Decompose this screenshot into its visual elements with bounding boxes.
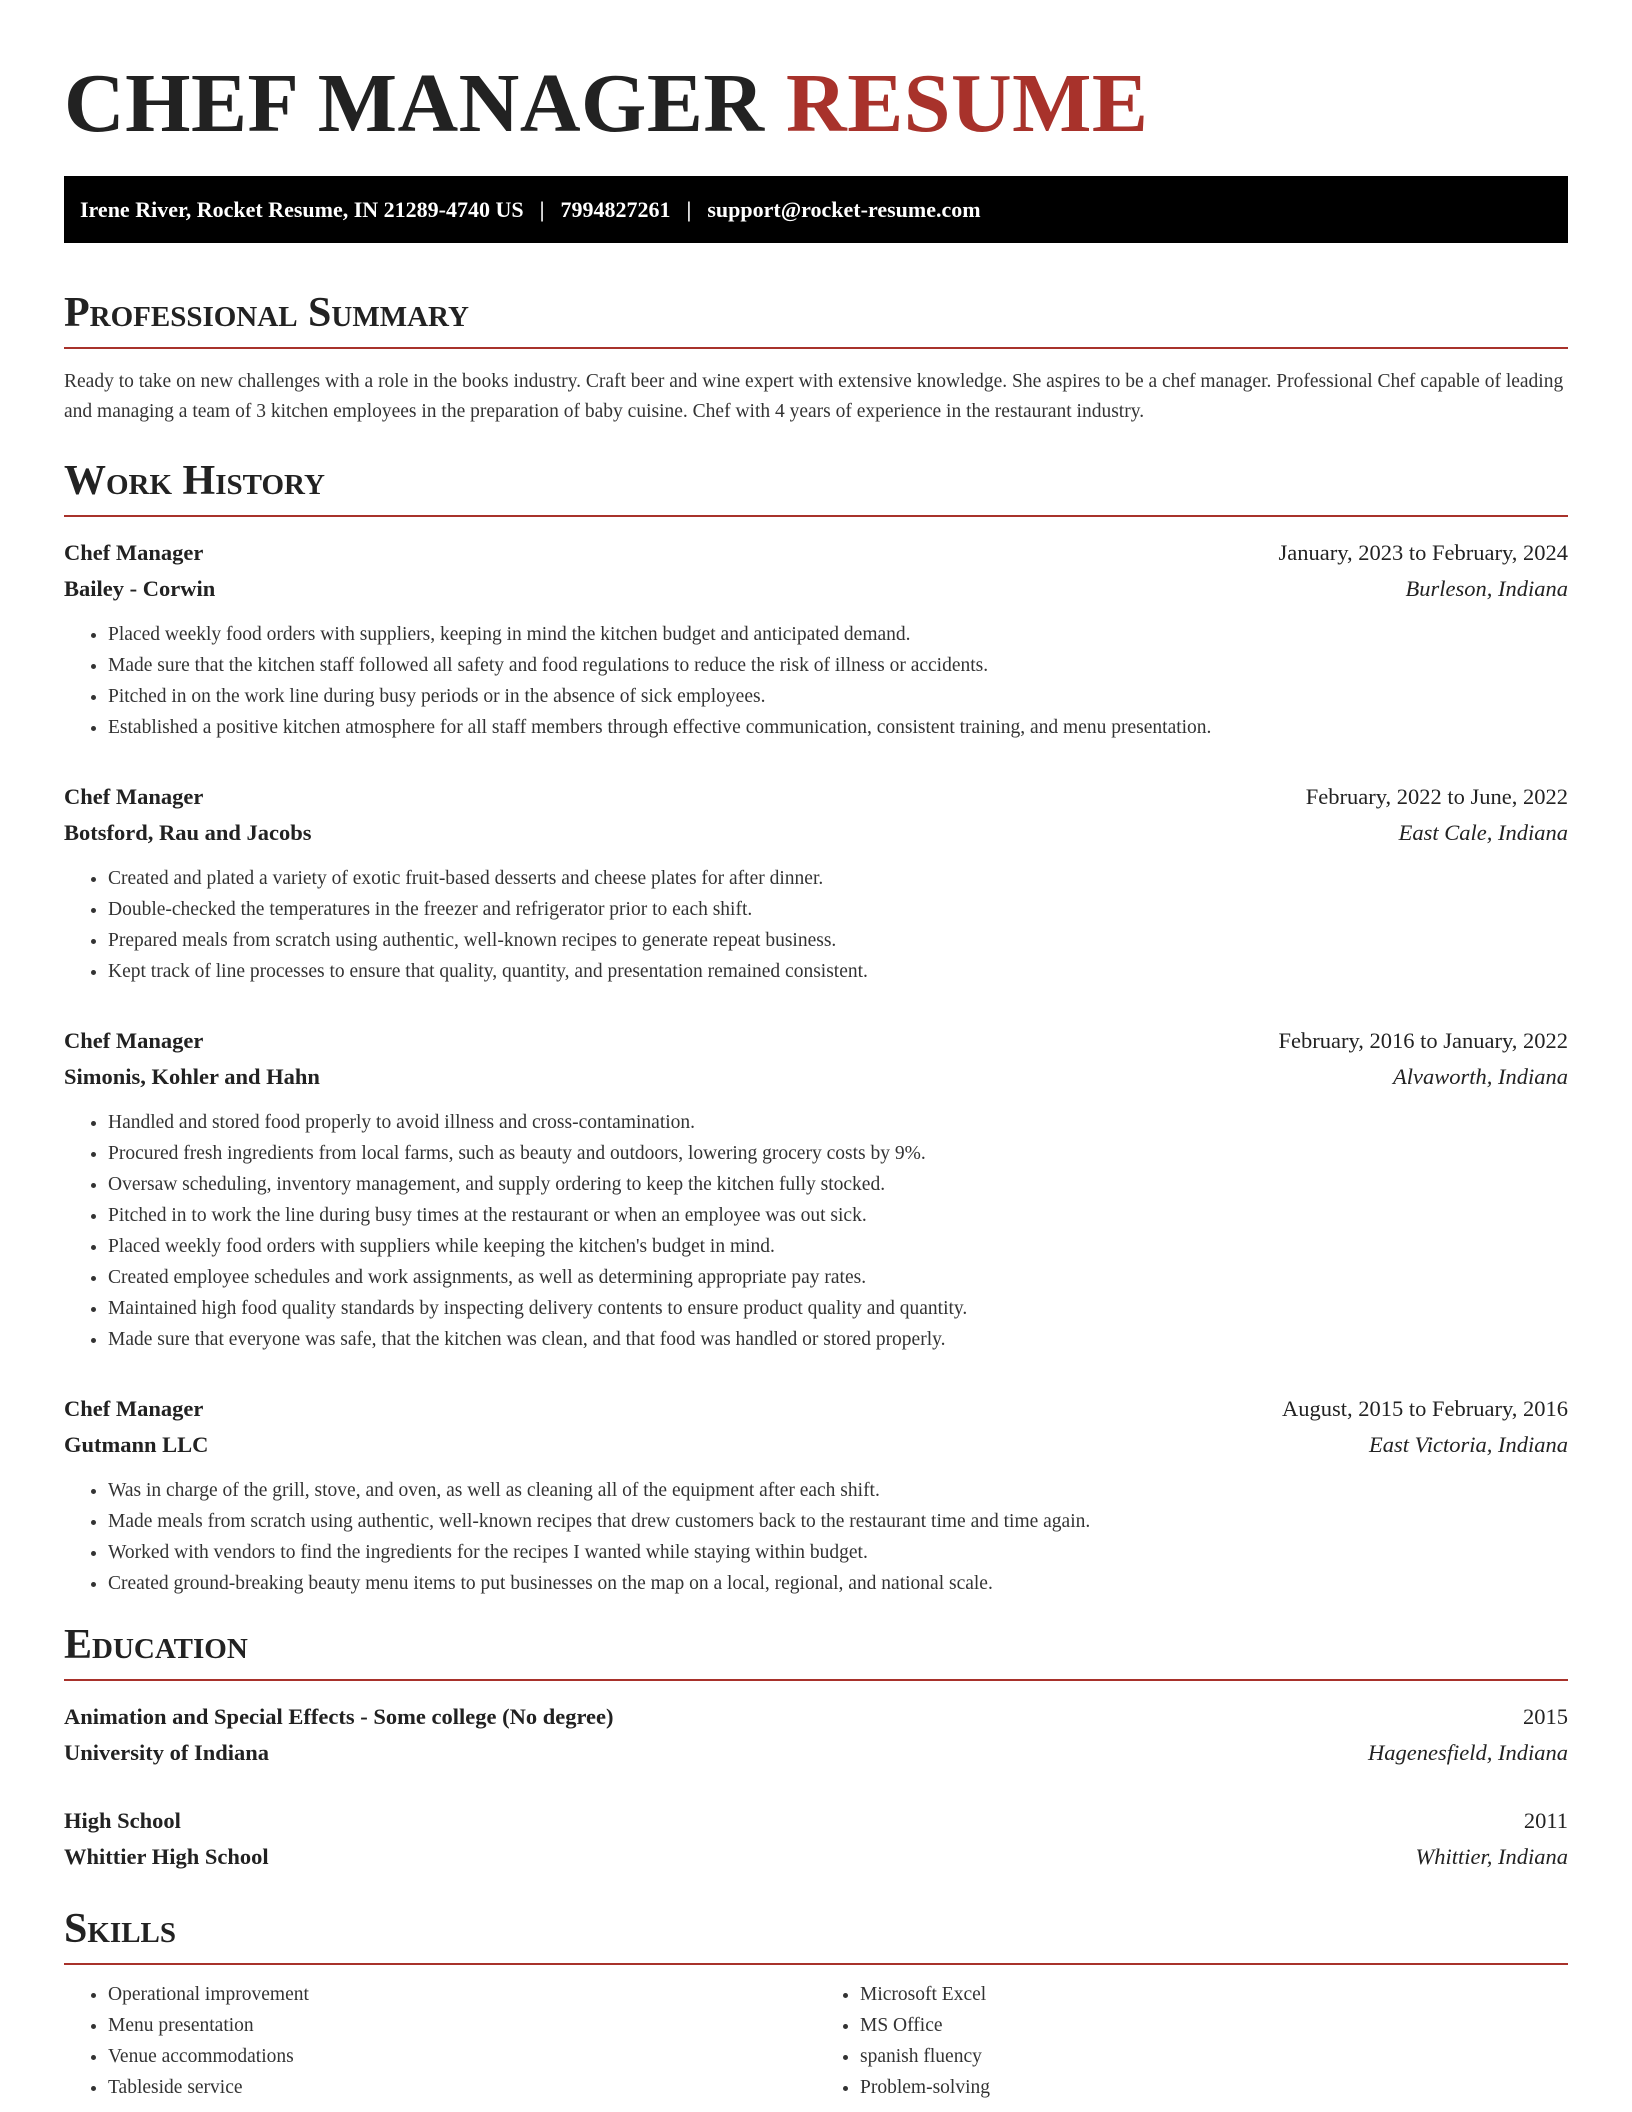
job-bullet: • Procured fresh ingredients from local farms, such as beauty and outdoors, lowering grocery costs by 9%. bbox=[108, 1138, 1568, 1169]
job-dates: January, 2023 to February, 2024 bbox=[1278, 540, 1568, 565]
education-degree: High School bbox=[64, 1808, 181, 1833]
skill-item: • Venue accommodations bbox=[108, 2041, 816, 2072]
job-bullet: • Created ground-breaking beauty menu items to put businesses on the map on a local, regional, and national scale. bbox=[108, 1568, 1568, 1599]
job-bullet: • Placed weekly food orders with suppliers while keeping the kitchen's budget in mind. bbox=[108, 1231, 1568, 1262]
resume-page bbox=[64, 0, 1568, 2103]
job-dates: August, 2015 to February, 2016 bbox=[1281, 1396, 1568, 1421]
job-entry bbox=[64, 535, 1568, 743]
job-entry bbox=[64, 779, 1568, 987]
job-title: Chef Manager bbox=[64, 784, 204, 809]
skills-list-left bbox=[64, 1979, 816, 2103]
job-bullet: • Double-checked the temperatures in the freezer and refrigerator prior to each shift. bbox=[108, 894, 1568, 925]
skill-item: • Microsoft Excel bbox=[860, 1979, 1568, 2010]
resume-title bbox=[64, 56, 1568, 152]
contact-email[interactable]: support@rocket-resume.com bbox=[707, 196, 981, 222]
job-bullet: • Prepared meals from scratch using authentic, well-known recipes to generate repeat business. bbox=[108, 925, 1568, 956]
skills-list-right bbox=[816, 1979, 1568, 2103]
summary-heading: Professional Summary bbox=[64, 287, 1568, 349]
title-accent: RESUME bbox=[786, 57, 1149, 150]
education-school: University of Indiana bbox=[64, 1740, 270, 1765]
job-location: Alvaworth, Indiana bbox=[1393, 1064, 1568, 1089]
job-bullets bbox=[64, 1475, 1568, 1599]
education-degree: Animation and Special Effects - Some college (No degree) bbox=[64, 1704, 614, 1729]
job-bullet: • Created employee schedules and work assignments, as well as determining appropriate pay rates. bbox=[108, 1262, 1568, 1293]
job-company: Simonis, Kohler and Hahn bbox=[64, 1064, 320, 1089]
job-entry bbox=[64, 1023, 1568, 1355]
education-location: Whittier, Indiana bbox=[1415, 1844, 1568, 1869]
contact-separator: | bbox=[686, 196, 692, 222]
job-bullet: • Oversaw scheduling, inventory management, and supply ordering to keep the kitchen fully stocked. bbox=[108, 1169, 1568, 1200]
title-main: CHEF MANAGER bbox=[64, 57, 765, 150]
job-bullet: • Placed weekly food orders with suppliers, keeping in mind the kitchen budget and anticipated demand. bbox=[108, 619, 1568, 650]
summary-section bbox=[64, 287, 1568, 427]
education-section bbox=[64, 1619, 1568, 1875]
job-company: Botsford, Rau and Jacobs bbox=[64, 820, 312, 845]
education-location: Hagenesfield, Indiana bbox=[1368, 1740, 1568, 1765]
job-bullet: • Maintained high food quality standards by inspecting delivery contents to ensure product quality and quantity. bbox=[108, 1293, 1568, 1324]
work-history-heading: Work History bbox=[64, 455, 1568, 517]
job-entry bbox=[64, 1391, 1568, 1599]
work-history-section bbox=[64, 455, 1568, 1599]
job-bullet: • Established a positive kitchen atmosphere for all staff members through effective communication, consistent training, and menu presentation. bbox=[108, 712, 1568, 743]
job-location: East Cale, Indiana bbox=[1398, 820, 1568, 845]
education-entry bbox=[64, 1803, 1568, 1875]
job-dates: February, 2016 to January, 2022 bbox=[1278, 1028, 1568, 1053]
job-bullets bbox=[64, 1107, 1568, 1355]
contact-bar bbox=[64, 176, 1568, 243]
skills-section bbox=[64, 1903, 1568, 2103]
contact-address: Irene River, Rocket Resume, IN 21289-4740 US bbox=[80, 196, 524, 222]
skill-item: • Tableside service bbox=[108, 2072, 816, 2103]
job-title: Chef Manager bbox=[64, 1028, 204, 1053]
education-school: Whittier High School bbox=[64, 1844, 269, 1869]
job-bullet: • Pitched in to work the line during busy times at the restaurant or when an employee was out sick. bbox=[108, 1200, 1568, 1231]
job-location: East Victoria, Indiana bbox=[1369, 1432, 1568, 1457]
contact-phone: 7994827261 bbox=[560, 196, 671, 222]
job-bullet: • Pitched in on the work line during busy periods or in the absence of sick employees. bbox=[108, 681, 1568, 712]
job-title: Chef Manager bbox=[64, 540, 204, 565]
job-bullets bbox=[64, 619, 1568, 743]
job-bullet: • Made sure that the kitchen staff followed all safety and food regulations to reduce the risk of illness or accidents. bbox=[108, 650, 1568, 681]
job-bullet: • Made sure that everyone was safe, that the kitchen was clean, and that food was handled or stored properly. bbox=[108, 1324, 1568, 1355]
skill-item: • spanish fluency bbox=[860, 2041, 1568, 2072]
skill-item: • Operational improvement bbox=[108, 1979, 816, 2010]
summary-text: Ready to take on new challenges with a role in the books industry. Craft beer and wine expert with extensive knowledge. She aspires to be a chef manager. Professional Chef capable of leading and managing a team of 3 kitchen employees in the preparation of baby cuisine. Chef with 4 years of experience in the restaurant industry. bbox=[64, 371, 1564, 422]
contact-separator: | bbox=[539, 196, 545, 222]
education-heading: Education bbox=[64, 1619, 1568, 1681]
job-company: Gutmann LLC bbox=[64, 1432, 209, 1457]
skill-item: • Problem-solving bbox=[860, 2072, 1568, 2103]
education-year: 2011 bbox=[1523, 1808, 1568, 1833]
skill-item: • Menu presentation bbox=[108, 2010, 816, 2041]
job-bullet: • Created and plated a variety of exotic fruit-based desserts and cheese plates for after dinner. bbox=[108, 863, 1568, 894]
education-year: 2015 bbox=[1523, 1704, 1568, 1729]
education-entry bbox=[64, 1699, 1568, 1771]
skills-grid bbox=[64, 1979, 1568, 2103]
job-bullets bbox=[64, 863, 1568, 987]
job-bullet: • Worked with vendors to find the ingredients for the recipes I wanted while staying within budget. bbox=[108, 1537, 1568, 1568]
job-bullet: • Kept track of line processes to ensure that quality, quantity, and presentation remained consistent. bbox=[108, 956, 1568, 987]
job-bullet: • Handled and stored food properly to avoid illness and cross-contamination. bbox=[108, 1107, 1568, 1138]
skills-heading: Skills bbox=[64, 1903, 1568, 1965]
job-location: Burleson, Indiana bbox=[1405, 576, 1568, 601]
job-bullet: • Was in charge of the grill, stove, and oven, as well as cleaning all of the equipment after each shift. bbox=[108, 1475, 1568, 1506]
job-bullet: • Made meals from scratch using authentic, well-known recipes that drew customers back to the restaurant time and time again. bbox=[108, 1506, 1568, 1537]
job-dates: February, 2022 to June, 2022 bbox=[1305, 784, 1568, 809]
job-company: Bailey - Corwin bbox=[64, 576, 216, 601]
job-title: Chef Manager bbox=[64, 1396, 204, 1421]
skill-item: • MS Office bbox=[860, 2010, 1568, 2041]
